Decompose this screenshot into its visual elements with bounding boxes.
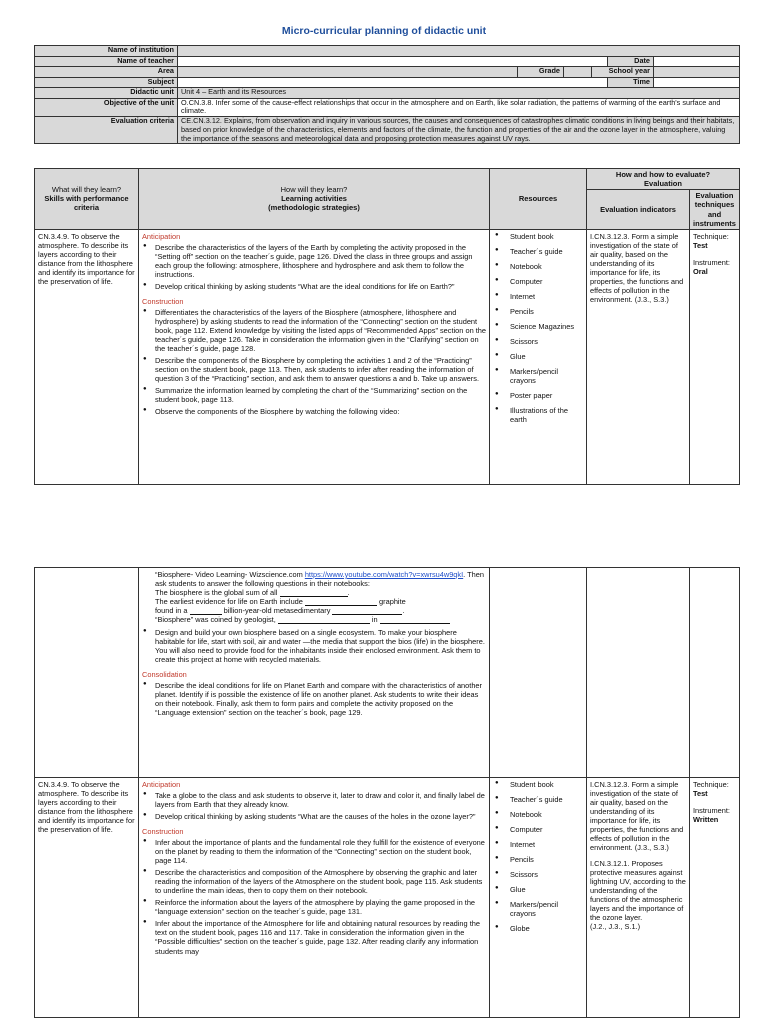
technique-cell bbox=[690, 229, 740, 484]
list-item: ● Computer bbox=[493, 825, 583, 834]
design-list bbox=[142, 628, 486, 664]
technique-value: Test bbox=[693, 240, 708, 250]
activities-header: How will they learn? Learning activities (methodologic strategies) bbox=[139, 169, 490, 230]
criteria-value: CE.CN.3.12. Explains, from observation and inquiry in various sources, the causes and consequences of catastrophes climatic conditions in living beings and their habitats, based on prior knowledge of the characteristics, elements and factors of the climate, the function and properties of the air and the ozone layer in the atmosphere, valuing the importance of the seasons and meteorological data and proposing protection measures against UV rays. bbox=[178, 117, 740, 144]
instrument-value: Oral bbox=[693, 266, 708, 276]
question-3: found in a billion-year-old metasedimentary . bbox=[155, 606, 405, 616]
list-item: ● Notebook bbox=[493, 262, 583, 271]
content-row bbox=[35, 778, 740, 1018]
list-item: ● Illustrations of the earth bbox=[493, 406, 583, 424]
consolidation-list bbox=[142, 681, 486, 717]
objective-row bbox=[35, 98, 740, 117]
indicator-2-ref: (J.2., J.3., S.1.) bbox=[590, 922, 641, 932]
unit-value: Unit 4 – Earth and its Resources bbox=[178, 88, 740, 99]
construction-title: Construction bbox=[142, 297, 184, 307]
instrument-value: Written bbox=[693, 815, 719, 825]
list-item: ● Poster paper bbox=[493, 391, 583, 400]
activities-cell bbox=[139, 778, 490, 1018]
skill-cell: CN.3.4.9. To observe the atmosphere. To describe its layers according to their distance from the lithosphere and identify its importance for the preservation of life. bbox=[35, 778, 139, 1018]
institution-row bbox=[35, 46, 740, 57]
objective-value: O.CN.3.8. Infer some of the cause-effect relationships that occur in the atmosphere and on Earth, like solar radiation, the patterns of warming of the earth's surface and climate. bbox=[178, 98, 740, 117]
unit-info-table bbox=[34, 45, 740, 144]
resources-cell bbox=[490, 568, 587, 778]
construction-list bbox=[142, 308, 486, 416]
resources-cell bbox=[490, 778, 587, 1018]
skill-cell: CN.3.4.9. To observe the atmosphere. To describe its layers according to their distance from the lithosphere and identify its importance for the preservation of life. bbox=[35, 229, 139, 484]
list-item: ● Take a globe to the class and ask students to observe it, later to draw and color it, and finally label de layers from Earth that they already know. bbox=[142, 791, 486, 809]
question-2: The earliest evidence for life on Earth include graphite bbox=[155, 597, 406, 607]
list-item: ● Notebook bbox=[493, 810, 583, 819]
date-field[interactable] bbox=[654, 56, 740, 67]
skill-cell bbox=[35, 568, 139, 778]
list-item: ● Science Magazines bbox=[493, 322, 583, 331]
video-link[interactable]: https://www.youtube.com/watch?v=xwrsu4w9qkI bbox=[304, 570, 464, 579]
list-item: ● Teacher´s guide bbox=[493, 795, 583, 804]
resources-header: Resources bbox=[490, 169, 587, 230]
resources-list bbox=[493, 232, 583, 424]
content-row bbox=[35, 229, 740, 484]
list-item: ● Design and build your own biosphere based on a single ecosystem. To make your biosphere habitable for life, start with soil, air and water —the media that support the bios (life) in the biosphere. You will also need to provide food for the inhabitants inside their enclosed environment. Ask them to create this project at home with recycled materials. bbox=[142, 628, 486, 664]
anticipation-list bbox=[142, 243, 486, 291]
list-item: ● Describe the components of the Biosphere by completing the activities 1 and 2 of the “Practicing” section on the student book, page 113. Then, ask students to infer after reading the information of question 3 of the “Practicing” section, and ask them to answer questions a and b. Take up answers. bbox=[142, 356, 486, 383]
list-item: ● Student book bbox=[493, 780, 583, 789]
teacher-label: Name of teacher bbox=[35, 56, 178, 67]
list-item: ● Infer about the importance of the Atmosphere for life and obtaining natural resources by reading the text on the student book, pages 116 and 117. Take in consideration the information given in the “Possible difficulties” section on the teacher´s guide, page 132. After reading clarify any information students may bbox=[142, 919, 486, 955]
subject-label: Subject bbox=[35, 77, 178, 88]
technique-cell bbox=[690, 778, 740, 1018]
list-item: ● Markers/pencil crayons bbox=[493, 367, 583, 385]
list-item: ● Markers/pencil crayons bbox=[493, 900, 583, 918]
indicator-2: I.CN.3.12.1. Proposes protective measures against lightning UV, according to the understanding of the functions of the atmospheric layers and the importance of the ozone layer. bbox=[590, 859, 686, 923]
list-item: ● Summarize the information learned by completing the chart of the “Summarizing” section on the student book, page 113. bbox=[142, 386, 486, 404]
criteria-row bbox=[35, 117, 740, 144]
date-label: Date bbox=[608, 56, 654, 67]
question-4: “Biosphere” was coined by geologist, in bbox=[155, 615, 486, 624]
list-item: ● Scissors bbox=[493, 337, 583, 346]
criteria-label: Evaluation criteria bbox=[35, 117, 178, 144]
grade-label: Grade bbox=[518, 67, 564, 78]
video-text: “Biosphere- Video Learning- Wizscience.com https://www.youtube.com/watch?v=xwrsu4w9qkI. Then ask students to answer the following questions in their notebooks: bbox=[155, 570, 484, 589]
teacher-field[interactable] bbox=[178, 56, 608, 67]
header-row bbox=[35, 169, 740, 190]
planning-table-1 bbox=[34, 168, 740, 485]
evaluation-header: How and how to evaluate? Evaluation bbox=[587, 169, 740, 190]
time-field[interactable] bbox=[654, 77, 740, 88]
consolidation-title: Consolidation bbox=[142, 670, 187, 680]
unit-row bbox=[35, 88, 740, 99]
list-item: ● Teacher´s guide bbox=[493, 247, 583, 256]
anticipation-title: Anticipation bbox=[142, 231, 181, 241]
anticipation-list bbox=[142, 791, 486, 821]
question-1: The biosphere is the global sum of all . bbox=[155, 588, 350, 598]
technique-cell bbox=[690, 568, 740, 778]
resources-cell bbox=[490, 229, 587, 484]
time-label: Time bbox=[608, 77, 654, 88]
instrument-label: Instrument: bbox=[693, 257, 730, 267]
objective-label: Objective of the unit bbox=[35, 98, 178, 117]
list-item: ● Infer about the importance of plants and the fundamental role they fulfill for the existence of everyone on the planet by reading to them the information of the “Connecting” section on the student book, page 114. bbox=[142, 838, 486, 865]
list-item: ● Scissors bbox=[493, 870, 583, 879]
area-label: Area bbox=[35, 67, 178, 78]
list-item: ● Pencils bbox=[493, 855, 583, 864]
list-item: ● Differentiates the characteristics of the layers of the Biosphere (atmosphere, lithosphere and hydrosphere) by asking students to read the information of the “Connecting” section on the student book, page 112. Extend knowledge by visiting the listed apps of “Recommended Apps” section on the teacher´s guide, page 126. Take in consideration the information given in the “Clarifying” section on the teacher´s guide, page 128. bbox=[142, 308, 486, 353]
list-item: ● Glue bbox=[493, 885, 583, 894]
list-item: ● Describe the characteristics and composition of the Atmosphere by observing the graphic and later reading the information of the layers of the Atmosphere on the student book, page 115. Ask students to underline the main ideas, then to copy them on their notebook. bbox=[142, 868, 486, 895]
indicator-cell: I.CN.3.12.3. Form a simple investigation of the state of air quality, based on the understanding of its importance for life, its properties, the functions and effects of pollution in the environment. (J.3., S.3.) bbox=[587, 229, 690, 484]
list-item: ● Glue bbox=[493, 352, 583, 361]
subject-row bbox=[35, 77, 740, 88]
planning-table-2 bbox=[34, 567, 740, 1018]
resources-list bbox=[493, 780, 583, 933]
list-item: ● Develop critical thinking by asking students “What are the ideal conditions for life on Earth?” bbox=[142, 282, 486, 291]
list-item: ● Globe bbox=[493, 924, 583, 933]
indicator-cell bbox=[587, 568, 690, 778]
list-item: ● Reinforce the information about the layers of the atmosphere by playing the game proposed in the “language extension” section on the teacher´s guide, page 131. bbox=[142, 898, 486, 916]
instrument-label: Instrument: bbox=[693, 806, 730, 816]
list-item: ● Observe the components of the Biosphere by watching the following video: bbox=[142, 407, 486, 416]
list-item: ● Describe the ideal conditions for life on Planet Earth and compare with the characteristics of another planet. Identify if is possible the existence of life on another planet. Ask students to write their ideas on their notebook. Finally, ask them to form pairs and complete the activity proposed on the “Language extension” section on the teacher´s book, page 129. bbox=[142, 681, 486, 717]
continuation-row bbox=[35, 568, 740, 778]
technique-label: Technique: bbox=[693, 780, 729, 789]
indicator-1: I.CN.3.12.3. Form a simple investigation of the state of air quality, based on the understanding of its importance for life, its properties, the functions and effects of pollution in the environment. (J.3., S.3.) bbox=[590, 780, 684, 853]
technique-label: Technique: bbox=[693, 231, 729, 241]
technique-value: Test bbox=[693, 789, 708, 799]
area-row bbox=[35, 67, 740, 78]
school-year-field[interactable] bbox=[654, 67, 740, 78]
construction-list bbox=[142, 838, 486, 955]
institution-label: Name of institution bbox=[35, 46, 178, 57]
list-item: ● Student book bbox=[493, 232, 583, 241]
anticipation-title: Anticipation bbox=[142, 780, 181, 789]
unit-label: Didactic unit bbox=[35, 88, 178, 99]
subject-field[interactable] bbox=[178, 77, 608, 88]
skills-header: What will they learn? Skills with performance criteria bbox=[35, 169, 139, 230]
teacher-row bbox=[35, 56, 740, 67]
institution-field[interactable] bbox=[178, 46, 740, 57]
grade-field[interactable] bbox=[564, 67, 592, 78]
school-year-label: School year bbox=[592, 67, 654, 78]
indicators-header: Evaluation indicators bbox=[587, 190, 690, 230]
construction-title: Construction bbox=[142, 827, 184, 837]
list-item: ● Computer bbox=[493, 277, 583, 286]
techniques-header: Evaluation techniques and instruments bbox=[690, 190, 740, 230]
activities-cell bbox=[139, 229, 490, 484]
list-item: ● Internet bbox=[493, 840, 583, 849]
area-field[interactable] bbox=[178, 67, 518, 78]
list-item: ● Pencils bbox=[493, 307, 583, 316]
list-item: ● Internet bbox=[493, 292, 583, 301]
activities-cell bbox=[139, 568, 490, 778]
page-title: Micro-curricular planning of didactic unit bbox=[281, 25, 487, 37]
list-item: ● Develop critical thinking by asking students “What are the causes of the holes in the ozone layer?” bbox=[142, 812, 486, 821]
indicator-cell bbox=[587, 778, 690, 1018]
list-item: ● Describe the characteristics of the layers of the Earth by completing the activity proposed in the “Setting off” section on the teacher´s guide, page 126. Dived the class in three groups and assign each group the following: atmosphere, lithosphere and hydrosphere and ask them to follow the instructions. bbox=[142, 243, 486, 279]
